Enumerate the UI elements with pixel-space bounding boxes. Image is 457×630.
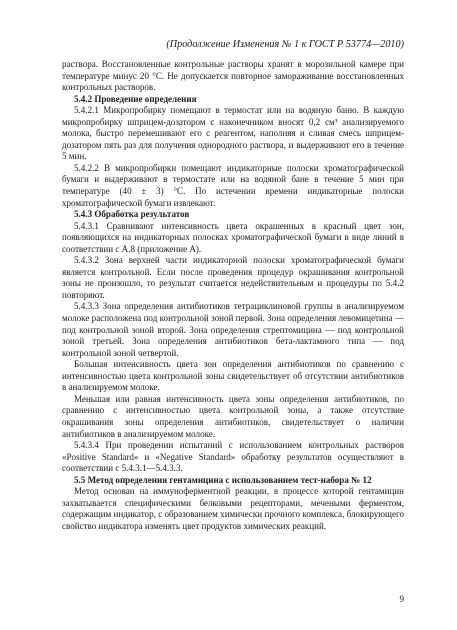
running-header: (Продолжение Изменения № 1 к ГОСТ Р 53774—2010) — [166, 39, 404, 50]
paragraph-5-4-3-3: 5.4.3.3 Зона определения антибиотиков тетрациклиновой группы в анализируемом молоке расположена под контрольной зоной первой. Зона определения левомицетина — под контрольной зоной второй. Зона определения стрептомицина — под контрольной зоной третьей. Зона определения антибиотиков бета-лактамного типа — под контрольной зоной четвертой. — [62, 301, 404, 358]
paragraph-continuation: раствора. Восстановленные контрольные растворы хранят в морозильной камере при температуре минус 20 °С. Не допускается повторное замораживание восстановленных контрольных растворов. — [62, 59, 404, 93]
paragraph-5-4-3-1: 5.4.3.1 Сравнивают интенсивность цвета окрашенных в красный цвет зон, появляющихся на индикаторных полосках хроматографической бумаги в виде линий в соответствии с А.8 (приложение А). — [62, 220, 404, 254]
paragraph-5-4-2-1: 5.4.2.1 Микропробирку помещают в термостат или на водяную баню. В каждую микропробирку шприцем-дозатором с наконечником вносят 0,2 см³ анализируемого молока, быстро перемешивают его с реагентом, наполняя и сливая смесь шприцем-дозатором пять раз для получения однородного раствора, и выдерживают его в течение 5 мин. — [62, 105, 404, 162]
paragraph-5-4-3-4: 5.4.3.4 При проведении испытаний с использованием контрольных растворов «Positive Standard» и «Negative Standard» обработку результатов осуществляют в соответствии с 5.4.3.1—5.4.3.3. — [62, 440, 404, 474]
paragraph-presence-of-antibiotics: Меньшая или равная интенсивность цвета зоны определения антибиотиков, по сравнению с интенсивностью цвета контрольной зоны, а также отсутствие окрашивания зоны определения антибиотиков, свидетельствует о наличии антибиотиков в анализируемом молоке. — [62, 393, 404, 439]
section-heading-5-4-3: 5.4.3 Обработка результатов — [74, 209, 190, 220]
section-heading-5-4-2: 5.4.2 Проведение определения — [74, 93, 197, 104]
document-page — [62, 38, 404, 532]
page-number: 9 — [399, 594, 404, 604]
paragraph-5-4-3-2: 5.4.3.2 Зона верхней части индикаторной полоски хроматографической бумаги является контрольной. Если после проведения процедур окрашивания контрольной зоны не произошло, то результат считается недействительным и процедуры по 5.4.2 повторяют. — [62, 255, 404, 300]
paragraph-5-4-2-2: 5.4.2.2 В микропробирки помещают индикаторные полоски хроматографической бумаги и выдерживают в термостате или на водяной бане в течение 5 мин при температуре (40 ± 3) °С. По истечении времени индикаторные полоски хроматографической бумаги извлекают. — [62, 162, 404, 208]
paragraph-absence-of-antibiotics: Большая интенсивность цвета зон определения антибиотиков по сравнению с интенсивностью цвета контрольной зоны свидетельствует об отсутствии антибиотиков в анализируемом молоке. — [62, 359, 404, 393]
paragraph-method-basis: Метод основан на иммуноферментной реакции, в процессе которой гентамицин захватывается специфическими белковыми рецепторами, мечеными ферментом, содержащим индикатор, с образованием химически прочного комплекса, блокирующего свойство индикатора изменять цвет продуктов химических реакций. — [62, 486, 404, 531]
section-heading-5-5: 5.5 Метод определения гентамицина с использованием тест-набора № 12 — [74, 474, 372, 485]
